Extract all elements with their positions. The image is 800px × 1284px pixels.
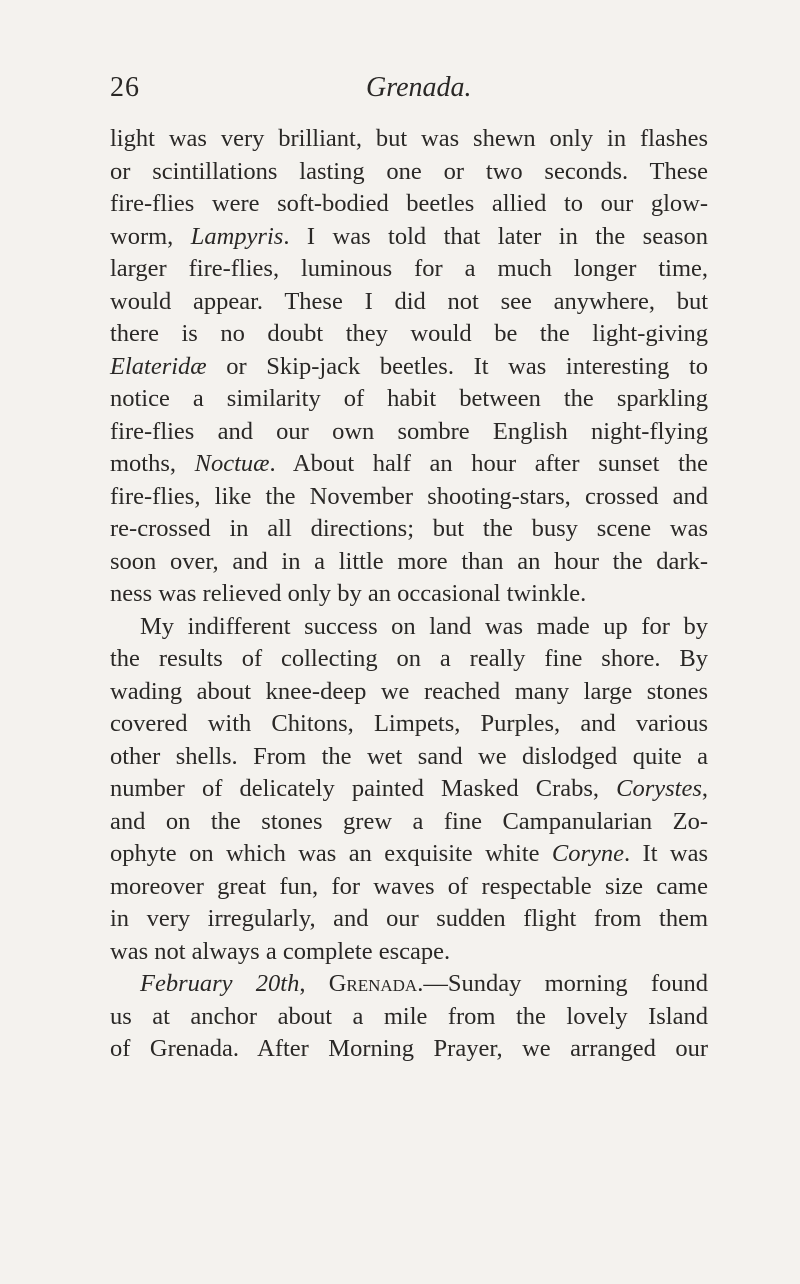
text-line: the results of collecting on a really fine shore. By xyxy=(110,645,708,672)
italic-text: Noctuæ xyxy=(194,450,270,477)
text-line: wading about knee-deep we reached many large stones xyxy=(110,677,708,705)
text-line: there is no doubt they would be the light-giving xyxy=(110,320,708,347)
text-line: moths, Noctuæ. About half an hour after sunset the xyxy=(110,450,708,477)
text-line: number of delicately painted Masked Crabs, Corystes, xyxy=(110,775,708,802)
text-line: My indifferent success on land was made up for by xyxy=(140,612,708,640)
text-line: ness was relieved only by an occasional twinkle. xyxy=(110,580,587,607)
text-line: light was very brilliant, but was shewn only in flashes xyxy=(110,125,708,152)
text-line: notice a similarity of habit between the sparkling xyxy=(110,385,708,412)
text-line: larger fire-flies, luminous for a much longer time, xyxy=(110,255,708,282)
text-line: fire-flies and our own sombre English night-flying xyxy=(110,417,708,445)
running-head xyxy=(110,72,708,112)
text-line: and on the stones grew a fine Campanularian Zo- xyxy=(110,807,708,835)
text-line: worm, Lampyris. I was told that later in the season xyxy=(110,222,708,250)
text-line: fire-flies, like the November shooting-stars, crossed and xyxy=(110,482,708,510)
text-line: re-crossed in all directions; but the busy scene was xyxy=(110,515,708,542)
italic-text: February 20th xyxy=(140,970,300,997)
text-line: covered with Chitons, Limpets, Purples, and various xyxy=(110,710,708,737)
italic-text: Elateridæ xyxy=(110,352,207,380)
page-number: 26 xyxy=(110,72,140,103)
small-caps-text: Grenada xyxy=(328,970,418,997)
text-line: moreover great fun, for waves of respectable size came xyxy=(110,872,708,900)
text-line: would appear. These I did not see anywhere, but xyxy=(110,287,708,315)
italic-text: Coryne xyxy=(551,840,625,867)
text-line: was not always a complete escape. xyxy=(110,937,451,965)
italic-text: Lampyris xyxy=(190,222,284,250)
text-line: fire-flies were soft-bodied beetles allied to our glow- xyxy=(110,190,708,217)
italic-text: Corystes xyxy=(616,775,702,802)
body-text xyxy=(110,123,708,1066)
text-line: us at anchor about a mile from the lovely Island xyxy=(110,1002,708,1030)
text-line: February 20th, Grenada.—Sunday morning found xyxy=(140,970,708,997)
text-line: or scintillations lasting one or two seconds. These xyxy=(110,157,708,185)
running-title: Grenada. xyxy=(366,72,472,103)
text-line: of Grenada. After Morning Prayer, we arranged our xyxy=(110,1035,708,1062)
text-line: ophyte on which was an exquisite white Coryne. It was xyxy=(110,840,708,867)
text-line: other shells. From the wet sand we dislodged quite a xyxy=(110,742,708,770)
text-line: soon over, and in a little more than an hour the dark- xyxy=(110,547,708,575)
text-line: in very irregularly, and our sudden flight from them xyxy=(110,905,708,932)
text-line: Elateridæ or Skip-jack beetles. It was interesting to xyxy=(110,352,708,380)
